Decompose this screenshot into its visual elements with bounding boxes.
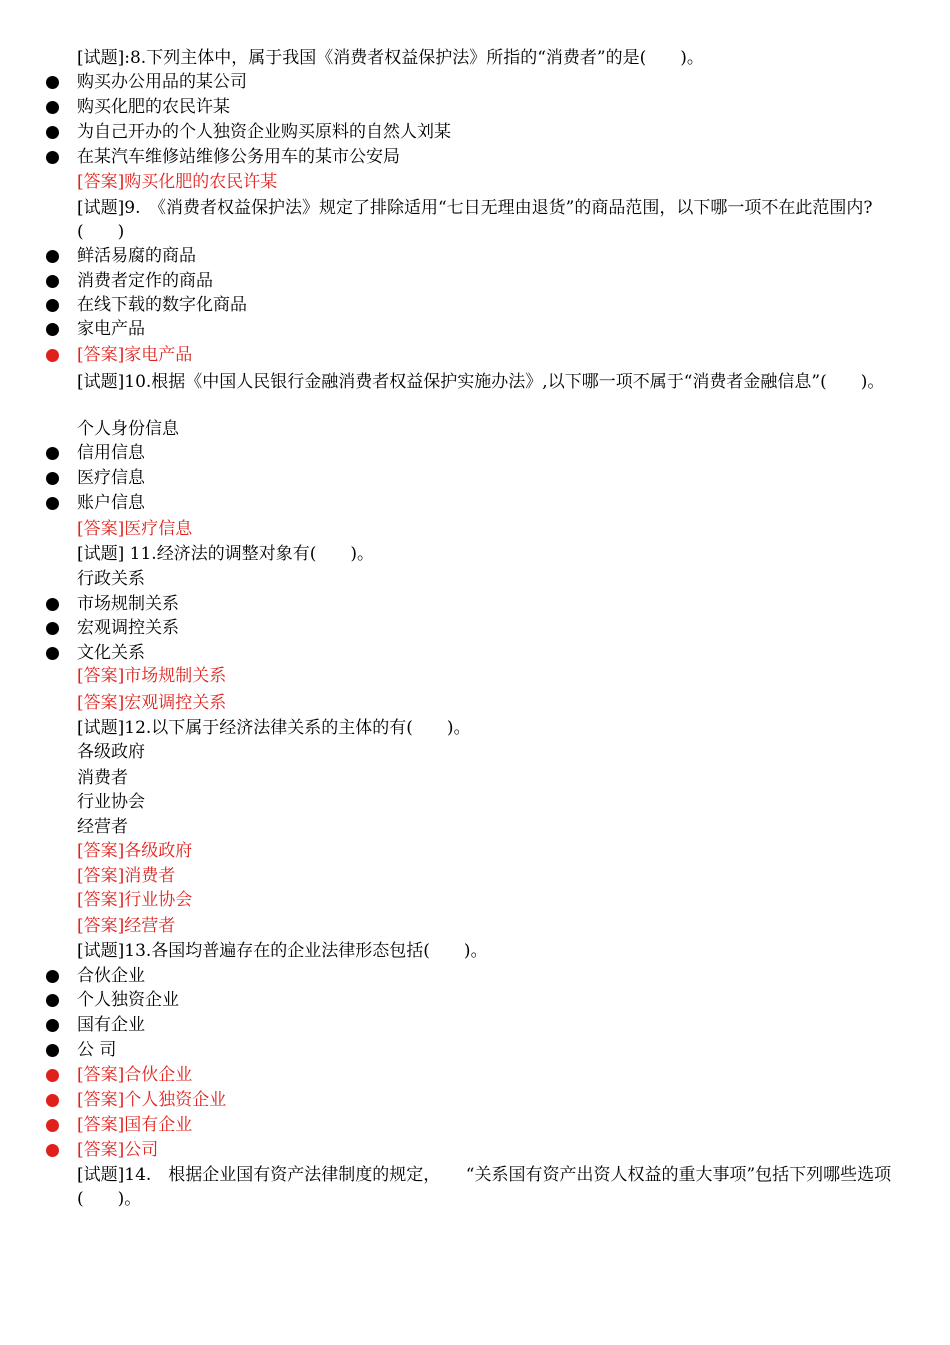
question-text: [试题]14. 根据企业国有资产法律制度的规定， “关系国有资产出资人权益的重大事项”包括下列哪些选项( )。 [77, 1165, 892, 1209]
option-text: 消费者定作的商品 [77, 271, 213, 291]
option-text: 信用信息 [77, 443, 145, 463]
answer-text: [答案]经营者 [77, 916, 176, 936]
bullet-icon [46, 598, 59, 611]
option-text: 行政关系 [77, 569, 145, 589]
question-text: [试题]12.以下属于经济法律关系的主体的有( )。 [77, 718, 471, 738]
answer-bullet-icon [46, 1119, 59, 1132]
bullet-icon [46, 101, 59, 114]
bullet-icon [46, 1019, 59, 1032]
option-text: 个人独资企业 [77, 990, 179, 1010]
question-text: [试题]:8.下列主体中，属于我国《消费者权益保护法》所指的“消费者”的是( )。 [77, 48, 704, 68]
option-text: 家电产品 [77, 319, 145, 339]
option-text: 合伙企业 [77, 966, 145, 986]
bullet-icon [46, 323, 59, 336]
bullet-icon [46, 250, 59, 263]
question-text: [试题]13.各国均普遍存在的企业法律形态包括( )。 [77, 941, 488, 961]
option-text: 在线下载的数字化商品 [77, 295, 247, 315]
answer-text: [答案]各级政府 [77, 841, 193, 861]
bullet-icon [46, 472, 59, 485]
answer-text: [答案]宏观调控关系 [77, 693, 227, 713]
option-text: 为自己开办的个人独资企业购买原料的自然人刘某 [77, 122, 451, 142]
answer-bullet-icon [46, 1144, 59, 1157]
answer-text: [答案]个人独资企业 [77, 1090, 227, 1110]
question-text: [试题] 11.经济法的调整对象有( )。 [77, 544, 374, 564]
option-text: 购买化肥的农民许某 [77, 97, 230, 117]
option-text: 宏观调控关系 [77, 618, 179, 638]
answer-text: [答案]市场规制关系 [77, 666, 227, 686]
answer-text: [答案]公司 [77, 1140, 159, 1160]
bullet-icon [46, 497, 59, 510]
answer-text: [答案]购买化肥的农民许某 [77, 172, 278, 192]
answer-bullet-icon [46, 1094, 59, 1107]
bullet-icon [46, 647, 59, 660]
answer-text: [答案]家电产品 [77, 345, 193, 365]
answer-text: [答案]行业协会 [77, 890, 193, 910]
bullet-icon [46, 447, 59, 460]
bullet-icon [46, 76, 59, 89]
option-text: 消费者 [77, 768, 128, 788]
question-text: [试题]9. 《消费者权益保护法》规定了排除适用“七日无理由退货”的商品范围，以下哪一项不在此范围内?( ) [77, 198, 873, 242]
answer-text: [答案]合伙企业 [77, 1065, 193, 1085]
bullet-icon [46, 1044, 59, 1057]
bullet-icon [46, 970, 59, 983]
option-text: 账户信息 [77, 493, 145, 513]
option-text: 各级政府 [77, 742, 145, 762]
option-text: 文化关系 [77, 643, 145, 663]
bullet-icon [46, 126, 59, 139]
option-text: 购买办公用品的某公司 [77, 72, 247, 92]
option-text: 医疗信息 [77, 468, 145, 488]
answer-bullet-icon [46, 349, 59, 362]
bullet-icon [46, 275, 59, 288]
bullet-icon [46, 151, 59, 164]
answer-text: [答案]医疗信息 [77, 519, 193, 539]
answer-text: [答案]国有企业 [77, 1115, 193, 1135]
option-text: 个人身份信息 [77, 419, 179, 439]
option-text: 在某汽车维修站维修公务用车的某市公安局 [77, 147, 400, 167]
bullet-icon [46, 622, 59, 635]
question-text: [试题]10.根据《中国人民银行金融消费者权益保护实施办法》,以下哪一项不属于“消费者金融信息”( )。 [77, 372, 885, 392]
option-text: 行业协会 [77, 792, 145, 812]
option-text: 公 司 [77, 1040, 117, 1060]
option-text: 市场规制关系 [77, 594, 179, 614]
bullet-icon [46, 994, 59, 1007]
option-text: 经营者 [77, 817, 128, 837]
option-text: 鲜活易腐的商品 [77, 246, 196, 266]
answer-bullet-icon [46, 1069, 59, 1082]
option-text: 国有企业 [77, 1015, 145, 1035]
bullet-icon [46, 299, 59, 312]
answer-text: [答案]消费者 [77, 866, 176, 886]
